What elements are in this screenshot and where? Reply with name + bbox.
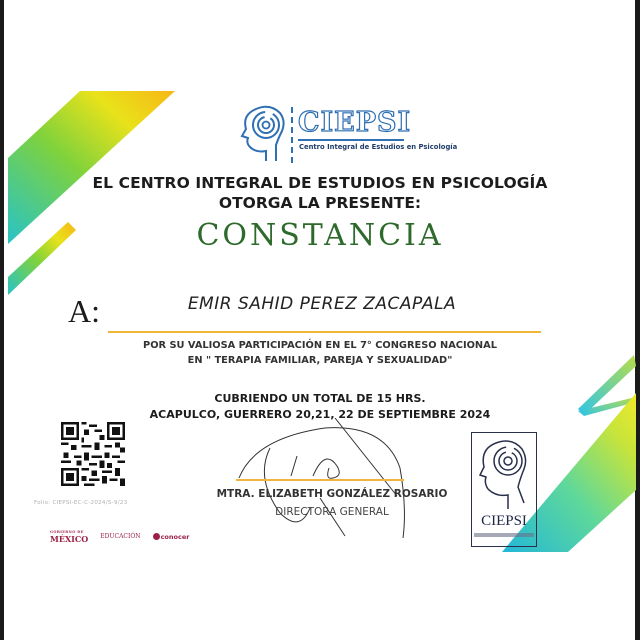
signer-role: DIRECTORA GENERAL	[275, 506, 389, 518]
ciepsi-logo	[236, 103, 458, 165]
place-date-text: ACAPULCO, GUERRERO 20,21, 22 DE SEPTIEMBRE 2024	[149, 408, 491, 421]
logo-divider	[291, 107, 293, 163]
conocer-logo: conocer	[153, 533, 190, 541]
signer-name: MTRA. ELIZABETH GONZÁLEZ ROSARIO	[216, 488, 448, 500]
logo-subtitle: Centro Integral de Estudios en Psicología	[299, 143, 458, 151]
head-maze-icon	[236, 103, 288, 165]
issuer-heading-line2: OTORGA LA PRESENTE:	[218, 194, 422, 212]
logo-wordmark: CIEPSI	[298, 107, 412, 138]
qr-code[interactable]	[60, 422, 126, 486]
recipient-name: EMIR SAHID PEREZ ZACAPALA	[187, 294, 457, 314]
stamp-subtitle	[474, 533, 534, 537]
issuer-heading-line1: EL CENTRO INTEGRAL DE ESTUDIOS EN PSICOLOGÍA	[92, 174, 548, 192]
stamp-head-maze-icon	[472, 433, 536, 513]
stamp-wordmark: CIEPSI	[481, 513, 527, 529]
folio-text: Folio: CIEPSI-EC-C-2024/S-9/23	[34, 500, 128, 506]
educacion-logo: EDUCACIÓN	[100, 533, 141, 541]
certificate-title: CONSTANCIA	[196, 218, 444, 253]
institution-logos	[50, 531, 189, 543]
signature-line	[236, 479, 404, 481]
conocer-icon	[153, 533, 160, 540]
recipient-label: A:	[68, 293, 100, 329]
recipient-underline	[108, 331, 541, 333]
ciepsi-stamp	[471, 432, 537, 547]
logo-underline	[298, 139, 404, 141]
signature-scribble	[225, 418, 425, 538]
participation-line1: POR SU VALIOSA PARTICIPACIÓN EN EL 7° CONGRESO NACIONAL	[143, 340, 497, 351]
participation-line2: EN " TERAPIA FAMILIAR, PAREJA Y SEXUALIDAD"	[187, 355, 453, 366]
hours-text: CUBRIENDO UN TOTAL DE 15 HRS.	[214, 392, 426, 405]
gobierno-de-mexico-logo: GOBIERNO DE MÉXICO	[50, 530, 89, 544]
